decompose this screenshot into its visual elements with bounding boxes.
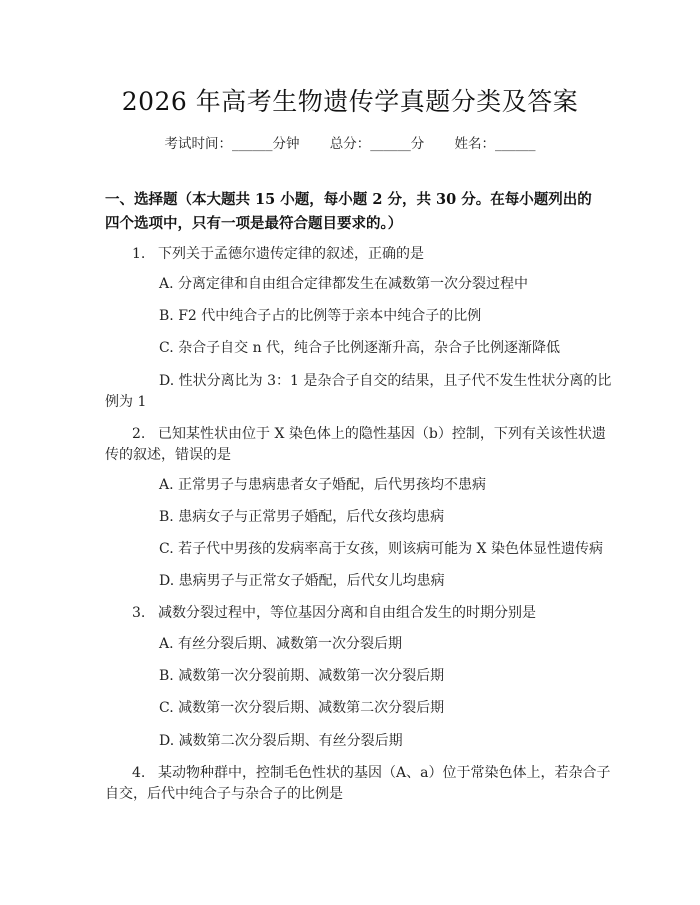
question-1-option-b: B. F2 代中纯合子占的比例等于亲本中纯合子的比例 (159, 308, 482, 324)
question-number: 2. (132, 426, 146, 442)
question-number: 1. (132, 246, 146, 262)
exam-meta (0, 132, 700, 152)
question-stem: 减数分裂过程中，等位基因分离和自由组合发生的时期分别是 (158, 605, 536, 621)
section-heading: 一、选择题（本大题共 15 小题，每小题 2 分，共 30 分。在每小题列出的四个选项中，只有一项是最符合题目要求的。） (105, 191, 592, 232)
question-2-option-c: C. 若子代中男孩的发病率高于女孩，则该病可能为 X 染色体显性遗传病 (159, 541, 603, 557)
question-1-option-d: D. 性状分离比为 3：1 是杂合子自交的结果，且子代不发生性状分离的比 (159, 373, 612, 389)
exam-time: 考试时间：______分钟 (164, 136, 300, 152)
question-2-stem-continued: 传的叙述，错误的是 (105, 447, 231, 463)
student-name: 姓名：______ (454, 136, 536, 152)
question-2-option-d: D. 患病男子与正常女子婚配，后代女儿均患病 (159, 573, 445, 589)
question-4-stem-continued: 自交，后代中纯合子与杂合子的比例是 (105, 786, 343, 802)
question-2-option-b: B. 患病女子与正常男子婚配，后代女孩均患病 (159, 509, 445, 525)
question-3-option-c: C. 减数第一次分裂后期、减数第二次分裂后期 (159, 700, 445, 716)
page-title: 2026 年高考生物遗传学真题分类及答案 (121, 87, 579, 116)
question-4 (132, 763, 610, 783)
question-1-option-d-continued: 例为 1 (105, 394, 147, 410)
question-2 (132, 424, 606, 444)
question-3-option-a: A. 有丝分裂后期、减数第一次分裂后期 (159, 636, 403, 652)
question-3 (132, 603, 536, 623)
question-stem: 下列关于孟德尔遗传定律的叙述，正确的是 (158, 246, 424, 262)
question-stem: 已知某性状由位于 X 染色体上的隐性基因（b）控制，下列有关该性状遗 (158, 426, 606, 442)
question-1 (132, 244, 424, 264)
question-2-option-a: A. 正常男子与患病患者女子婚配，后代男孩均不患病 (159, 477, 487, 493)
question-1-option-a: A. 分离定律和自由组合定律都发生在减数第一次分裂过程中 (159, 276, 529, 292)
question-3-option-b: B. 减数第一次分裂前期、减数第一次分裂后期 (159, 668, 445, 684)
question-1-option-c: C. 杂合子自交 n 代，纯合子比例逐渐升高，杂合子比例逐渐降低 (159, 340, 561, 356)
question-3-option-d: D. 减数第二次分裂后期、有丝分裂后期 (159, 733, 403, 749)
question-stem: 某动物种群中，控制毛色性状的基因（A、a）位于常染色体上，若杂合子 (158, 765, 611, 781)
total-score: 总分：______分 (329, 136, 425, 152)
question-number: 3. (132, 605, 146, 621)
question-number: 4. (132, 765, 146, 781)
